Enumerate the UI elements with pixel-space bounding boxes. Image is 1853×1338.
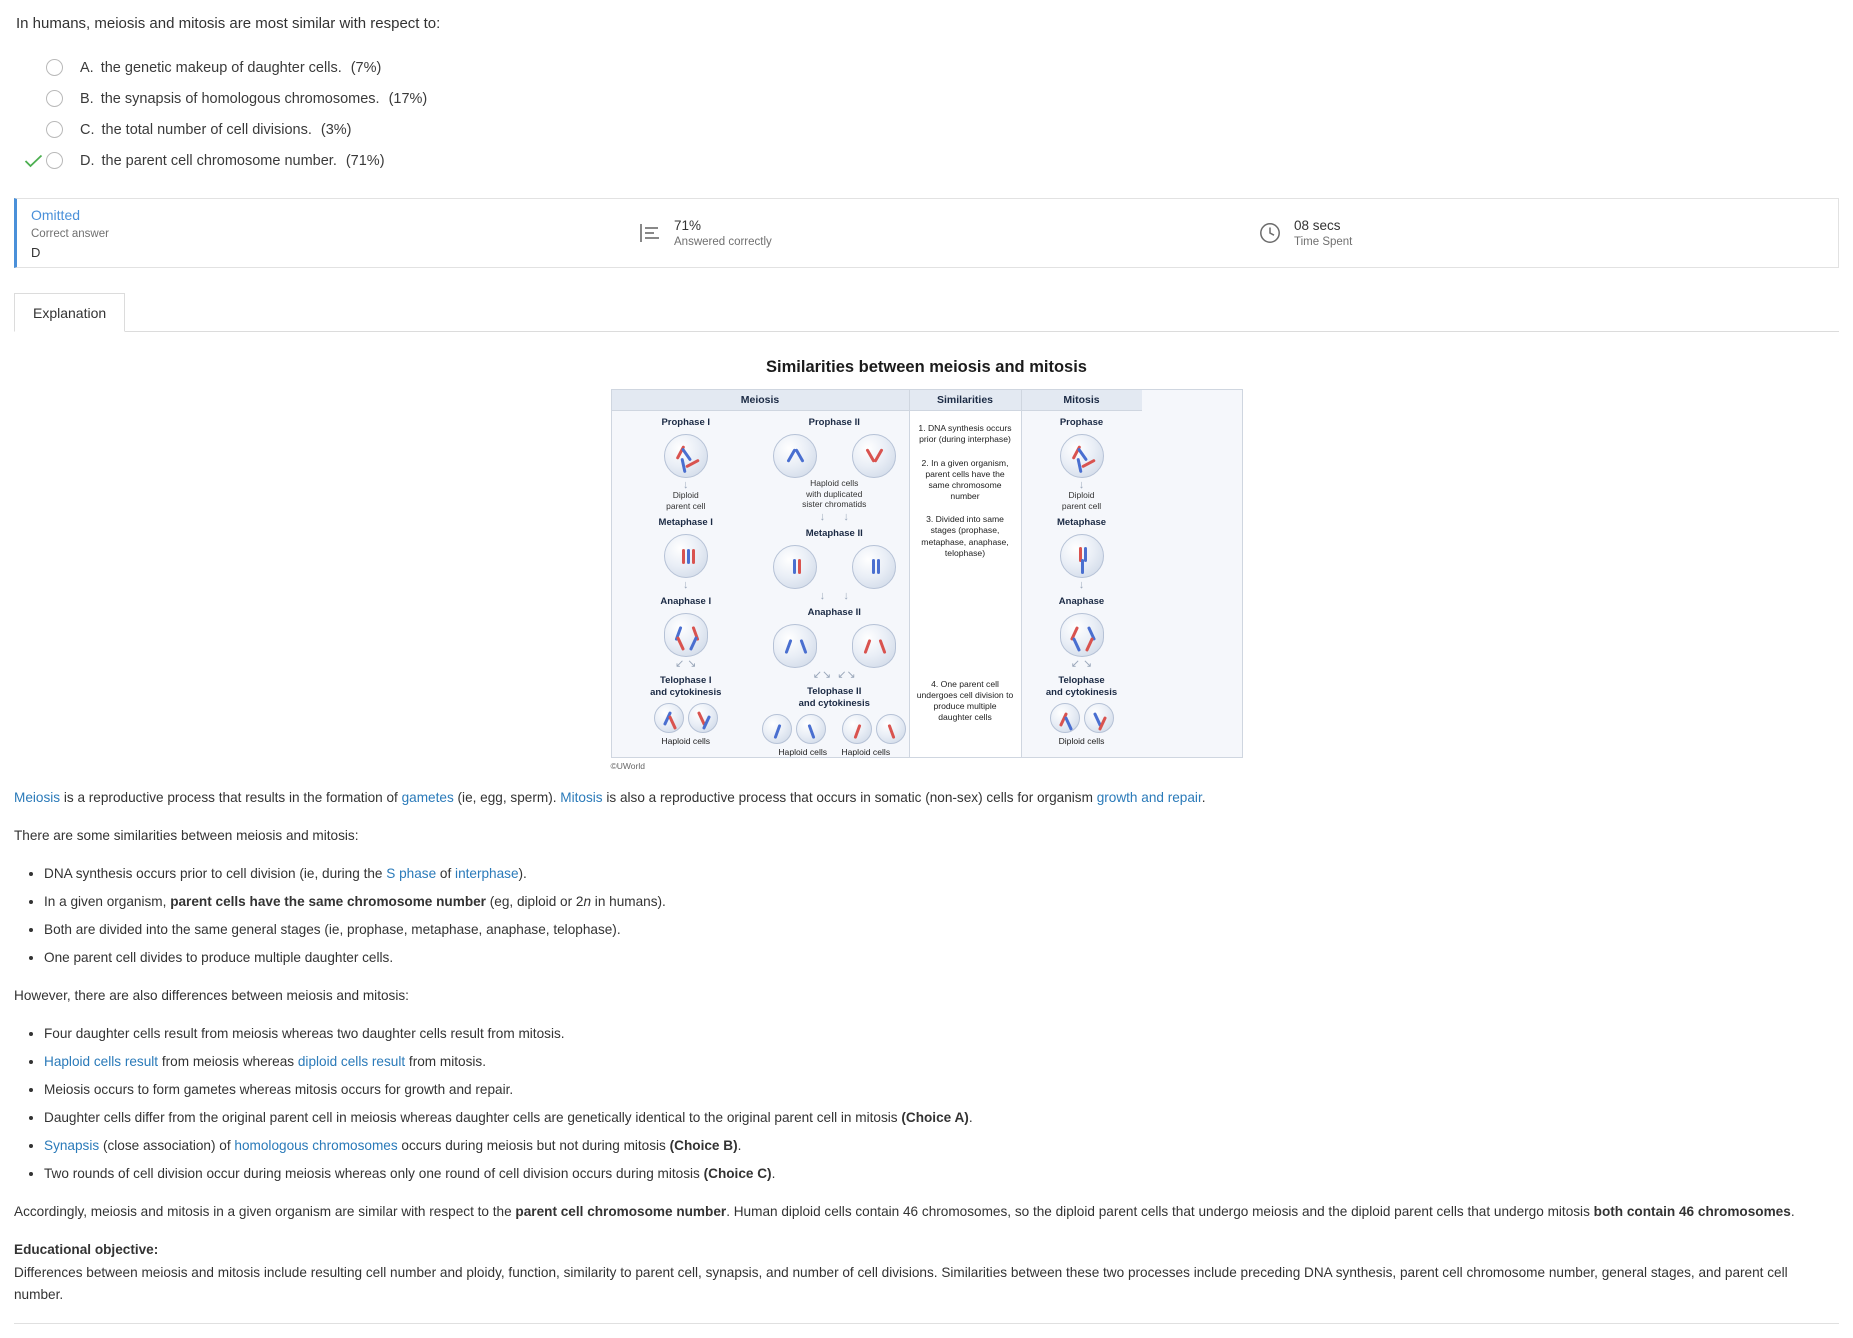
cell-metaphase: [1060, 534, 1104, 578]
omitted-block: [17, 205, 637, 261]
link-synapsis[interactable]: Synapsis: [44, 1138, 100, 1154]
choice-row-d[interactable]: [14, 145, 1839, 176]
time-spent-caption: Time Spent: [1294, 236, 1353, 249]
stage-anaphase-i: [612, 590, 761, 669]
choice-letter-b: B.: [80, 90, 94, 107]
text-concl-3: .: [1790, 1204, 1795, 1220]
list-item: [44, 891, 1839, 912]
radio-c[interactable]: [46, 121, 63, 138]
subcolumn-meiosis-ii: [760, 411, 909, 756]
text-diff-2b: from mitosis.: [405, 1054, 486, 1069]
cells-telophase-i: [612, 703, 761, 733]
choice-label-c: [80, 122, 351, 138]
arrow-anaphase-ii: ↙↘ ↙↘: [812, 668, 856, 681]
choice-pct-c: (3%): [320, 121, 352, 138]
stage-telophase-ii: [760, 680, 909, 757]
percent-correct-block: [637, 216, 1257, 251]
text-3: is also a reproductive process that occurs in somatic (non-sex) cells for organism: [602, 789, 1097, 805]
bottom-divider: [14, 1323, 1839, 1324]
text-diff-1: Four daughter cells result from meiosis whereas two daughter cells result from mitosis.: [44, 1025, 565, 1041]
list-item: [44, 1163, 1839, 1184]
cell-telophase-i-left: [654, 703, 684, 733]
cell-prophase-ii-right: [852, 434, 896, 478]
caption-telophase: Diploid cells: [1058, 735, 1105, 746]
similarity-item-1: 1. DNA synthesis occurs prior (during interphase): [918, 423, 1012, 445]
text-concl-bold-2: both contain 46 chromosomes: [1593, 1204, 1791, 1220]
figure-copyright: ©UWorld: [610, 760, 645, 771]
cell-telophase-ii-2: [796, 714, 826, 744]
cell-prophase: [1060, 434, 1104, 478]
text-diff-2a: from meiosis whereas: [158, 1054, 298, 1069]
stage-metaphase-ii: [760, 522, 909, 601]
text-4: .: [1201, 789, 1206, 805]
link-homologous-chromosomes[interactable]: homologous chromosomes: [234, 1138, 398, 1154]
educational-objective-text: Differences between meiosis and mitosis include resulting cell number and ploidy, function, similarity to parent cell, synapsis, and number of cell divisions. Similarities between these two processes include preceding DNA synthesis, parent cell chromosome number, general stages, and parent cell number.: [14, 1265, 1788, 1302]
differences-list: [14, 1023, 1839, 1184]
arrow-prophase-ii: ↓ ↓: [819, 511, 849, 523]
stage-label-prophase-i: Prophase I: [661, 417, 711, 429]
arrow-metaphase-ii: ↓ ↓: [819, 589, 849, 602]
stage-anaphase: [1022, 590, 1142, 669]
cell-telophase-ii-4: [876, 714, 906, 744]
cell-telophase-i-right: [688, 703, 718, 733]
checkmark-icon: [20, 154, 46, 168]
text-diff-6b: .: [771, 1166, 776, 1182]
list-item: [44, 1107, 1839, 1128]
text-1: is a reproductive process that results in the formation of: [60, 789, 402, 805]
link-meiosis[interactable]: Meiosis: [14, 789, 61, 805]
tab-bar: [14, 292, 1839, 332]
clock-icon: [1257, 220, 1283, 246]
bar-chart-icon: [637, 220, 663, 246]
caption-telophase-i: Haploid cells: [661, 735, 711, 746]
choice-pct-a: (7%): [350, 59, 382, 76]
educational-objective-title: Educational objective:: [14, 1242, 159, 1258]
list-item: [44, 1079, 1839, 1100]
cell-metaphase-ii-right: [852, 545, 896, 589]
column-similarities: [910, 390, 1022, 756]
text-daughter: One parent cell divides to produce multiple daughter cells.: [44, 949, 394, 965]
question-stem: In humans, meiosis and mitosis are most similar with respect to:: [16, 15, 441, 32]
stage-metaphase: [1022, 511, 1142, 590]
arrow-anaphase-i: ↙ ↘: [675, 658, 697, 671]
text-chrom-2: (eg, diploid or 2: [485, 893, 584, 909]
answer-choices: [14, 52, 1839, 176]
cell-anaphase: [1060, 613, 1104, 657]
correct-answer-value: D: [31, 244, 41, 260]
text-diff-6a: Two rounds of cell division occur during meiosis whereas only one round of cell division occurs during mitosis: [44, 1166, 704, 1182]
link-growth-and-repair[interactable]: growth and repair: [1096, 789, 1202, 805]
choice-row-c[interactable]: [14, 114, 1839, 145]
stage-metaphase-i: [612, 511, 761, 590]
caption-telophase-ii-right: Haploid cells: [841, 746, 891, 757]
note-prophase: Diploid parent cell: [1061, 490, 1102, 511]
arrow-metaphase: ↓: [1078, 579, 1085, 592]
correct-answer-label: Correct answer: [31, 228, 109, 241]
cell-metaphase-i: [664, 534, 708, 578]
text-concl-1: Accordingly, meiosis and mitosis in a given organism are similar with respect to the: [14, 1204, 516, 1220]
paragraph-intro: [14, 787, 1839, 808]
stage-label-anaphase: Anaphase: [1058, 596, 1105, 608]
column-header-mitosis: Mitosis: [1022, 390, 1142, 411]
list-item: [44, 947, 1839, 968]
percent-correct-caption: Answered correctly: [674, 236, 772, 249]
link-gametes[interactable]: gametes: [401, 789, 454, 805]
stage-label-prophase-ii: Prophase II: [808, 417, 860, 429]
stage-label-metaphase: Metaphase: [1056, 517, 1107, 529]
text-stages: Both are divided into the same general stages (ie, prophase, metaphase, anaphase, telophase).: [44, 921, 621, 937]
stage-label-telophase-ii: Telophase II and cytokinesis: [798, 685, 870, 709]
figure-container: [14, 358, 1839, 770]
text-dna-1: DNA synthesis occurs prior to cell division (ie, during the: [44, 865, 387, 881]
choice-body-d: the parent cell chromosome number.: [101, 152, 337, 169]
paragraph-similarities-intro: There are some similarities between meiosis and mitosis:: [14, 827, 359, 843]
stage-label-anaphase-i: Anaphase I: [660, 596, 712, 608]
note-prophase-ii: Haploid cells with duplicated sister chromatids: [802, 478, 867, 510]
column-meiosis: [612, 390, 910, 756]
choice-letter-c: C.: [80, 121, 95, 138]
choice-label-b: [80, 91, 427, 107]
cell-telophase-right: [1084, 703, 1114, 733]
list-item: [44, 919, 1839, 940]
choice-label-a: [80, 60, 381, 76]
stage-anaphase-ii: [760, 601, 909, 680]
cell-prophase-ii-left: [773, 434, 817, 478]
link-mitosis[interactable]: Mitosis: [560, 789, 603, 805]
cells-metaphase-ii: [760, 540, 909, 589]
paragraph-differences-intro: However, there are also differences between meiosis and mitosis:: [14, 987, 409, 1003]
tab-explanation[interactable]: Explanation: [14, 293, 125, 332]
paragraph-conclusion: [14, 1201, 1839, 1222]
link-diploid-cells-result[interactable]: diploid cells result: [297, 1054, 406, 1069]
text-concl-2: . Human diploid cells contain 46 chromosomes, so the diploid parent cells that undergo meiosis and the diploid parent cells that undergo mitosis: [726, 1204, 1594, 1220]
stage-telophase: [1022, 669, 1142, 746]
choice-row-a[interactable]: [14, 52, 1839, 83]
list-item: [44, 1051, 1839, 1072]
list-item: [44, 863, 1839, 884]
cell-telophase-left: [1050, 703, 1080, 733]
cell-telophase-ii-1: [762, 714, 792, 744]
choice-body-b: the synapsis of homologous chromosomes.: [100, 90, 380, 107]
text-dna-3: ).: [518, 865, 527, 881]
text-diff-5a: (close association) of: [99, 1138, 235, 1154]
link-interphase[interactable]: interphase: [455, 865, 519, 881]
radio-a[interactable]: [46, 59, 63, 76]
text-diff-3: Meiosis occurs to form gametes whereas mitosis occurs for growth and repair.: [44, 1082, 514, 1098]
stage-prophase-ii: [760, 411, 909, 522]
stage-label-telophase: Telophase and cytokinesis: [1045, 675, 1118, 698]
radio-d[interactable]: [46, 152, 63, 169]
stats-bar: [14, 198, 1839, 268]
stage-label-metaphase-ii: Metaphase II: [805, 528, 863, 539]
cell-anaphase-i: [664, 613, 708, 657]
link-haploid-cells-result[interactable]: Haploid cells result: [44, 1054, 159, 1069]
arrow-anaphase: ↙ ↘: [1070, 658, 1093, 671]
list-item: [44, 1023, 1839, 1044]
choice-row-b[interactable]: [14, 83, 1839, 114]
cell-telophase-ii-3: [842, 714, 872, 744]
choice-letter-a: A.: [80, 59, 94, 76]
cell-anaphase-ii-left: [773, 624, 817, 668]
cell-prophase-i: [664, 434, 708, 478]
similarity-item-4: 4. One parent cell undergoes cell division to produce multiple daughter cells: [916, 678, 1014, 723]
caption-telophase-ii: [760, 747, 909, 757]
text-choice-b: (Choice B): [669, 1138, 738, 1154]
cell-anaphase-ii-right: [852, 624, 896, 668]
text-2: (ie, egg, sperm).: [453, 789, 561, 805]
similarity-item-3: 3. Divided into same stages (prophase, metaphase, anaphase, telophase): [921, 514, 1009, 558]
stage-label-prophase: Prophase: [1059, 417, 1104, 429]
time-spent-value: 08 secs: [1294, 217, 1341, 233]
explanation-body: [14, 787, 1839, 1324]
cells-telophase-ii-right: [842, 714, 906, 744]
choice-body-a: the genetic makeup of daughter cells.: [100, 59, 342, 76]
choice-body-c: the total number of cell divisions.: [101, 121, 312, 138]
cells-telophase: [1022, 703, 1142, 733]
cells-anaphase-ii: [760, 619, 909, 668]
text-diff-5c: .: [737, 1138, 742, 1154]
arrow-prophase: ↓: [1078, 479, 1085, 492]
text-diff-4b: .: [968, 1110, 973, 1126]
text-diff-5b: occurs during meiosis but not during mitosis: [397, 1138, 670, 1154]
radio-b[interactable]: [46, 90, 63, 107]
note-prophase-i: Diploid parent cell: [666, 490, 706, 511]
stage-prophase-i: [612, 411, 761, 511]
educational-objective: [14, 1239, 1839, 1304]
text-chrom-1: In a given organism,: [44, 893, 171, 909]
stage-label-telophase-i: Telophase I and cytokinesis: [650, 675, 722, 698]
cells-prophase-ii: [760, 429, 909, 478]
column-header-meiosis: Meiosis: [612, 390, 909, 411]
cells-telophase-ii: [760, 710, 909, 744]
text-concl-bold-1: parent cell chromosome number: [515, 1204, 727, 1220]
cell-metaphase-ii-left: [773, 545, 817, 589]
percent-correct-value: 71%: [674, 217, 702, 233]
caption-telophase-ii-left: Haploid cells: [778, 746, 828, 757]
omitted-status: Omitted: [31, 207, 81, 224]
figure-diagram: [611, 389, 1243, 770]
text-chrom-italic: n: [583, 893, 592, 909]
stage-prophase: [1022, 411, 1142, 511]
stage-label-anaphase-ii: Anaphase II: [807, 606, 861, 618]
column-mitosis: [1022, 390, 1142, 756]
similarities-list: [14, 863, 1839, 968]
choice-label-d: [80, 153, 385, 169]
text-dna-2: of: [436, 865, 456, 881]
list-item: [44, 1135, 1839, 1156]
choice-pct-d: (71%): [345, 152, 385, 169]
text-choice-c: (Choice C): [703, 1166, 772, 1182]
text-choice-a: (Choice A): [901, 1110, 969, 1126]
choice-letter-d: D.: [80, 152, 95, 169]
time-spent-block: [1257, 216, 1352, 251]
text-chrom-3: in humans).: [591, 893, 666, 909]
figure-title: Similarities between meiosis and mitosis: [766, 358, 1087, 377]
arrow-metaphase-i: ↓: [683, 579, 689, 592]
text-chrom-bold: parent cells have the same chromosome number: [170, 893, 486, 909]
arrow-prophase-i: ↓: [683, 479, 689, 492]
text-diff-4a: Daughter cells differ from the original parent cell in meiosis whereas daughter cells are genetically identical to the original parent cell in mitosis: [44, 1110, 902, 1126]
choice-pct-b: (17%): [388, 90, 428, 107]
similarity-item-2: 2. In a given organism, parent cells have the same chromosome number: [921, 457, 1009, 502]
link-s-phase[interactable]: S phase: [386, 865, 437, 881]
column-header-similarities: Similarities: [910, 390, 1021, 411]
subcolumn-meiosis-i: [612, 411, 761, 756]
stage-label-metaphase-i: Metaphase I: [658, 517, 713, 529]
stage-telophase-i: [612, 669, 761, 746]
cells-telophase-ii-left: [762, 714, 826, 744]
